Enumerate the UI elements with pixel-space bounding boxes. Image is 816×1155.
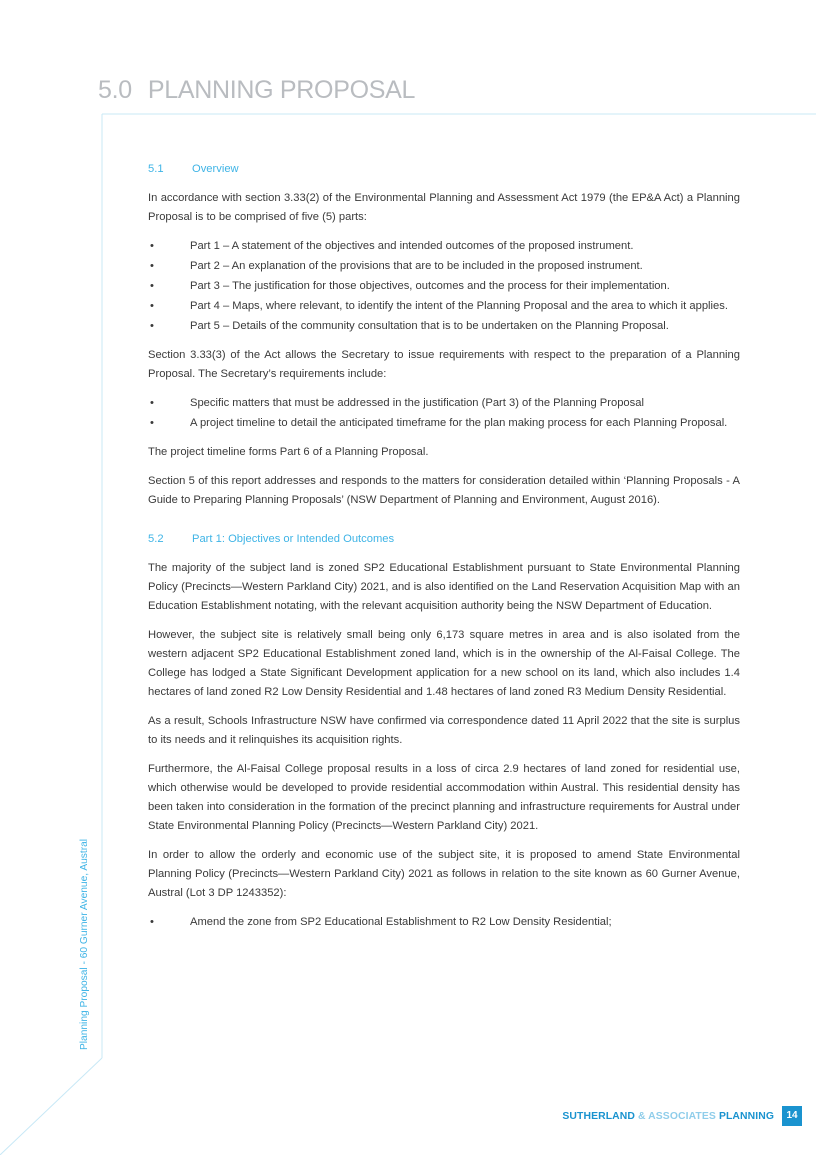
bullet: •: [150, 417, 154, 429]
section-heading-objectives: [148, 530, 740, 549]
section-number: 5.1: [148, 163, 164, 175]
side-caption: Planning Proposal - 60 Gurner Avenue, Austral: [79, 838, 90, 1050]
list-item: [148, 394, 740, 413]
parts-list: [148, 237, 740, 336]
footer: [562, 1106, 802, 1126]
paragraph: The project timeline forms Part 6 of a Planning Proposal.: [148, 446, 429, 458]
paragraph: Section 5 of this report addresses and responds to the matters for consideration detailed within ‘Planning Proposals - A Guide to Preparing Planning Proposals’ (NSW Department of Planning and Environment, August 2016).: [148, 475, 740, 506]
brand-name-last: PLANNING: [718, 1110, 774, 1122]
bullet: •: [150, 240, 154, 252]
paragraph: The majority of the subject land is zoned SP2 Educational Establishment pursuant to State Environmental Planning Policy (Precincts—Western Parkland City) 2021, and is also identified on the Land Reservation Acquisition Map with an Education Establishment notating, with the relevant acquisition authority being the NSW Department of Education.: [148, 562, 740, 612]
section-heading-overview: [148, 160, 740, 179]
paragraph: As a result, Schools Infrastructure NSW have confirmed via correspondence dated 11 April 2022 that the site is surplus to its needs and it relinquishes its acquisition rights.: [148, 715, 740, 746]
bullet: •: [150, 300, 154, 312]
chapter-name: PLANNING PROPOSAL: [147, 76, 416, 104]
paragraph: In accordance with section 3.33(2) of the Environmental Planning and Assessment Act 1979 (the EP&A Act) a Planning Proposal is to be comprised of five (5) parts:: [148, 192, 740, 223]
paragraph: Furthermore, the Al-Faisal College proposal results in a loss of circa 2.9 hectares of land zoned for residential use, which otherwise would be developed to provide residential accommodation within Austral. This residential density has been taken into consideration in the formation of the precinct planning and infrastructure requirements for Austral under State Environmental Planning Policy (Precincts—Western Parkland City) 2021.: [148, 763, 740, 832]
list-item-text: Part 2 – An explanation of the provisions that are to be included in the proposed instrument.: [190, 260, 643, 272]
chapter-number: 5.0: [98, 76, 132, 104]
list-item-text: Part 5 – Details of the community consultation that is to be undertaken on the Planning Proposal.: [190, 320, 669, 332]
list-item: [148, 237, 740, 256]
bullet: •: [150, 280, 154, 292]
list-item-text: Specific matters that must be addressed in the justification (Part 3) of the Planning Proposal: [190, 397, 644, 409]
bullet: •: [150, 320, 154, 332]
requirements-list: [148, 394, 740, 433]
list-item: [148, 257, 740, 276]
list-item: [148, 277, 740, 296]
brand-logo-text: [562, 1111, 774, 1122]
bullet: •: [150, 916, 154, 928]
brand-name-middle: & ASSOCIATES: [634, 1110, 719, 1122]
brand-name-first: SUTHERLAND: [562, 1110, 635, 1122]
bullet: •: [150, 397, 154, 409]
list-item-text: Amend the zone from SP2 Educational Establishment to R2 Low Density Residential;: [190, 916, 612, 928]
page-number-badge: 14: [782, 1106, 802, 1126]
list-item: [148, 913, 740, 932]
amendment-list: [148, 913, 740, 932]
section-title: Part 1: Objectives or Intended Outcomes: [192, 533, 395, 545]
paragraph: However, the subject site is relatively small being only 6,173 square metres in area and is also isolated from the western adjacent SP2 Educational Establishment zoned land, which is in the ownership of the Al-Faisal College. The College has lodged a State Significant Development application for a new school on its land, which also includes 1.4 hectares of land zoned R2 Low Density Residential and 1.48 hectares of land zoned R3 Medium Density Residential.: [148, 629, 740, 698]
list-item-text: Part 3 – The justification for those objectives, outcomes and the process for their implementation.: [190, 280, 670, 292]
list-item: [148, 317, 740, 336]
paragraph: In order to allow the orderly and economic use of the subject site, it is proposed to amend State Environmental Planning Policy (Precincts—Western Parkland City) 2021 as follows in relation to the site known as 60 Gurner Avenue, Austral (Lot 3 DP 1243352):: [148, 849, 740, 899]
list-item-text: Part 4 – Maps, where relevant, to identify the intent of the Planning Proposal and the area to which it applies.: [190, 300, 728, 312]
section-title: Overview: [192, 163, 239, 175]
list-item: [148, 414, 740, 433]
list-item-text: Part 1 – A statement of the objectives and intended outcomes of the proposed instrument.: [190, 240, 634, 252]
section-number: 5.2: [148, 533, 164, 545]
paragraph: Section 3.33(3) of the Act allows the Secretary to issue requirements with respect to the preparation of a Planning Proposal. The Secretary’s requirements include:: [148, 349, 740, 380]
list-item-text: A project timeline to detail the anticipated timeframe for the plan making process for each Planning Proposal.: [190, 417, 728, 429]
list-item: [148, 297, 740, 316]
bullet: •: [150, 260, 154, 272]
page-content: [148, 160, 740, 942]
